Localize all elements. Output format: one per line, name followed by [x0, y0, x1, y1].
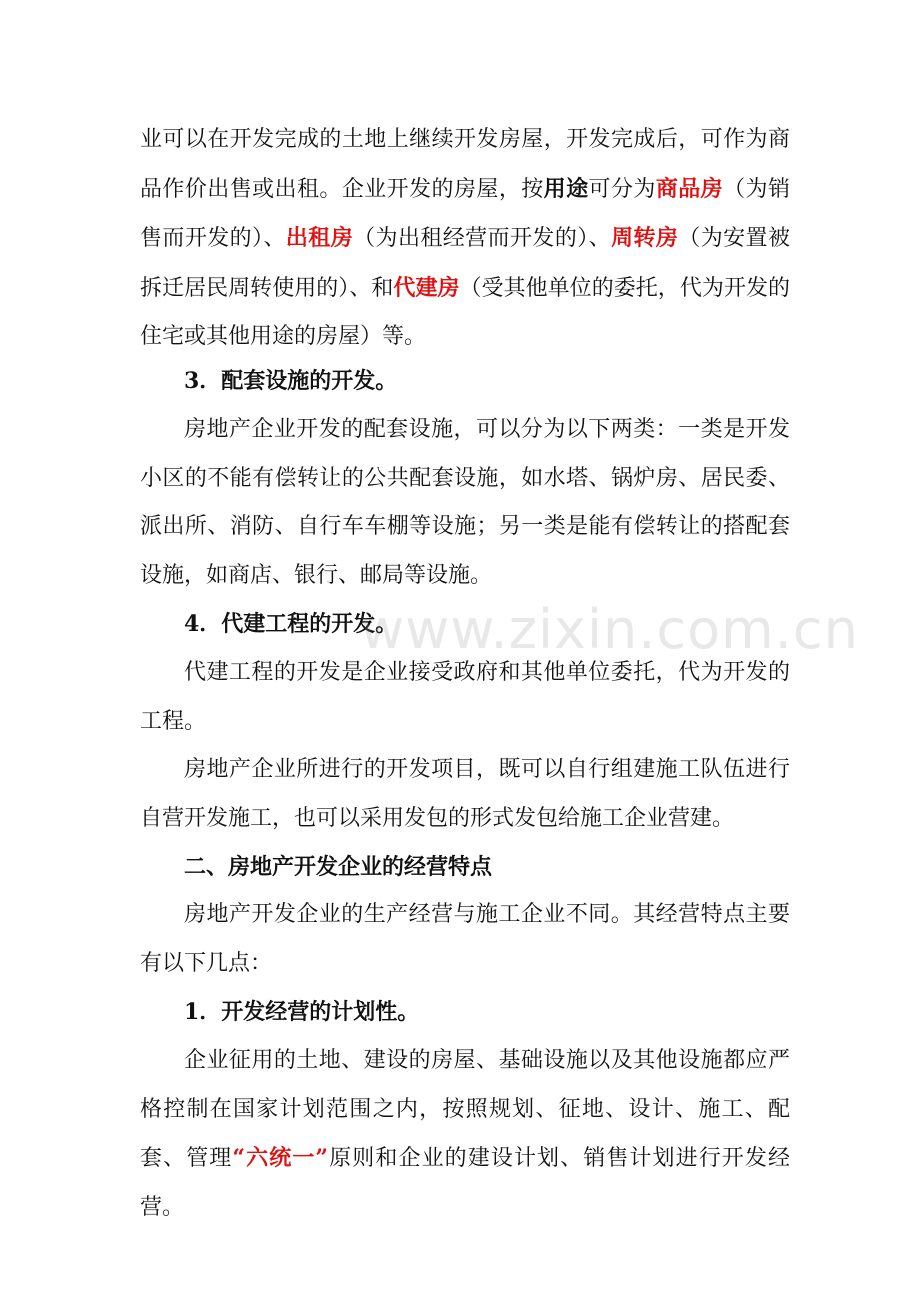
heading-planned-operation: 1．开发经营的计划性。 — [184, 999, 420, 1025]
text-run: 原则和企业的建设计划、销售计划进行开发经营。 — [140, 1146, 790, 1220]
keyword-agency-housing: 代建房 — [393, 274, 460, 301]
keyword-use: 用途 — [543, 175, 589, 202]
text-run: （为安置被拆迁居民周转使用的）、和 — [140, 226, 790, 301]
paragraph-construction-methods: 房地产企业所进行的开发项目，既可以自行组建施工队伍进行自营开发施工，也可以采用发包的形式发包给施工企业营建。 — [140, 757, 790, 831]
text-run: 业可以在开发完成的土地上继续开发房屋，开发完成后，可作为商品作价出售或出租。企业开发的房屋，按 — [140, 127, 790, 202]
heading-section-two: 二、房地产开发企业的经营特点 — [184, 854, 493, 880]
text-run: （为出租经营而开发的）、 — [353, 226, 612, 251]
heading-agency-projects: 4．代建工程的开发。 — [184, 611, 398, 637]
heading-supporting-facilities: 3．配套设施的开发。 — [184, 368, 398, 394]
paragraph-agency-projects: 代建工程的开发是企业接受政府和其他单位委托，代为开发的工程。 — [140, 660, 790, 734]
keyword-commercial-housing: 商品房 — [655, 175, 724, 202]
keyword-turnover-housing: 周转房 — [611, 225, 679, 251]
paragraph-planned-operation — [140, 1037, 790, 1232]
text-run: 企业征用的土地、建设的房屋、基础设施以及其他设施都应严格控制在国家计划范围之内，按照规划、征地、设计、施工、配套、管理 — [140, 1048, 790, 1171]
watermark-text: www.zixin.com.cn — [360, 598, 859, 661]
keyword-six-unifications: “六统一” — [232, 1145, 329, 1171]
paragraph-business-features: 房地产开发企业的生产经营与施工企业不同。其经营特点主要有以下几点： — [140, 902, 790, 976]
text-run: 可分为 — [588, 176, 656, 202]
paragraph-housing-types — [140, 116, 790, 362]
text-run: （为销售而开发的）、 — [140, 176, 790, 251]
text-run: （受其他单位的委托，代为开发的住宅或其他用途的房屋）等。 — [140, 275, 790, 349]
keyword-rental-housing: 出租房 — [285, 225, 354, 251]
paragraph-supporting-facilities: 房地产企业开发的配套设施，可以分为以下两类：一类是开发小区的不能有偿转让的公共配套设施，如水塔、锅炉房、居民委、派出所、消防、自行车车棚等设施；另一类是能有偿转让的搭配套设施，如商店、银行、邮局等设施。 — [140, 417, 790, 588]
